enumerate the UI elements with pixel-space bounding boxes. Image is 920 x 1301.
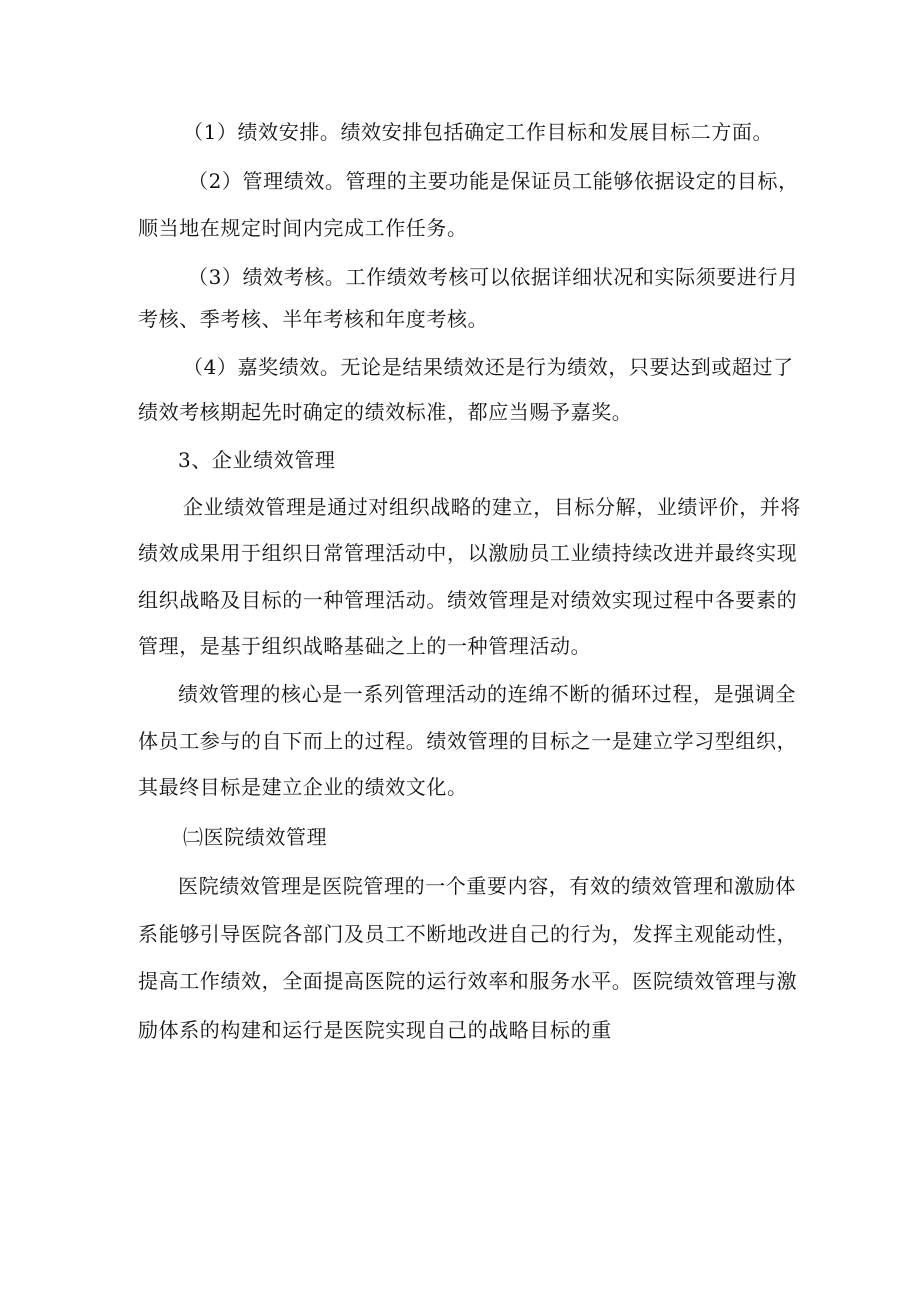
item-4-line-1: （4）嘉奖绩效。无论是结果绩效还是行为绩效，只要达到或超过了 xyxy=(183,355,794,379)
enterprise-para2-line-3: 其最终目标是建立企业的绩效文化。 xyxy=(138,775,468,799)
hospital-para-line-3: 提高工作绩效，全面提高医院的运行效率和服务水平。医院绩效管理与激 xyxy=(138,969,798,993)
hospital-para-line-4: 励体系的构建和运行是医院实现自己的战略目标的重 xyxy=(138,1018,612,1042)
enterprise-para1-line-2: 绩效成果用于组织日常管理活动中，以激励员工业绩持续改进并最终实现 xyxy=(138,541,798,565)
item-1-line-1: （1）绩效安排。绩效安排包括确定工作目标和发展目标二方面。 xyxy=(183,120,774,144)
enterprise-para1-line-4: 管理，是基于组织战略基础之上的一种管理活动。 xyxy=(138,634,592,658)
item-2-line-2: 顺当地在规定时间内完成工作任务。 xyxy=(138,216,468,240)
enterprise-para1-line-3: 组织战略及目标的一种管理活动。绩效管理是对绩效实现过程中各要素的 xyxy=(138,588,798,612)
hospital-heading: ㈡医院绩效管理 xyxy=(183,825,328,849)
section-heading-3: 3、企业绩效管理 xyxy=(178,448,336,472)
item-4-line-2: 绩效考核期起先时确定的绩效标准，都应当赐予嘉奖。 xyxy=(138,400,633,424)
item-2-line-1: （2）管理绩效。管理的主要功能是保证员工能够依据设定的目标， xyxy=(188,169,799,193)
enterprise-para2-line-1: 绩效管理的核心是一系列管理活动的连绵不断的循环过程，是强调全 xyxy=(178,682,796,706)
enterprise-para2-line-2: 体员工参与的自下而上的过程。绩效管理的目标之一是建立学习型组织， xyxy=(138,729,798,753)
hospital-para-line-2: 系能够引导医院各部门及员工不断地改进自己的行为，发挥主观能动性， xyxy=(138,922,798,946)
item-3-line-2: 考核、季考核、半年考核和年度考核。 xyxy=(138,307,489,331)
hospital-para-line-1: 医院绩效管理是医院管理的一个重要内容，有效的绩效管理和激励体 xyxy=(178,874,796,898)
enterprise-para1-line-1: 企业绩效管理是通过对组织战略的建立，目标分解，业绩评价，并将 xyxy=(183,495,801,519)
item-3-line-1: （3）绩效考核。工作绩效考核可以依据详细状况和实际须要进行月 xyxy=(188,265,799,289)
